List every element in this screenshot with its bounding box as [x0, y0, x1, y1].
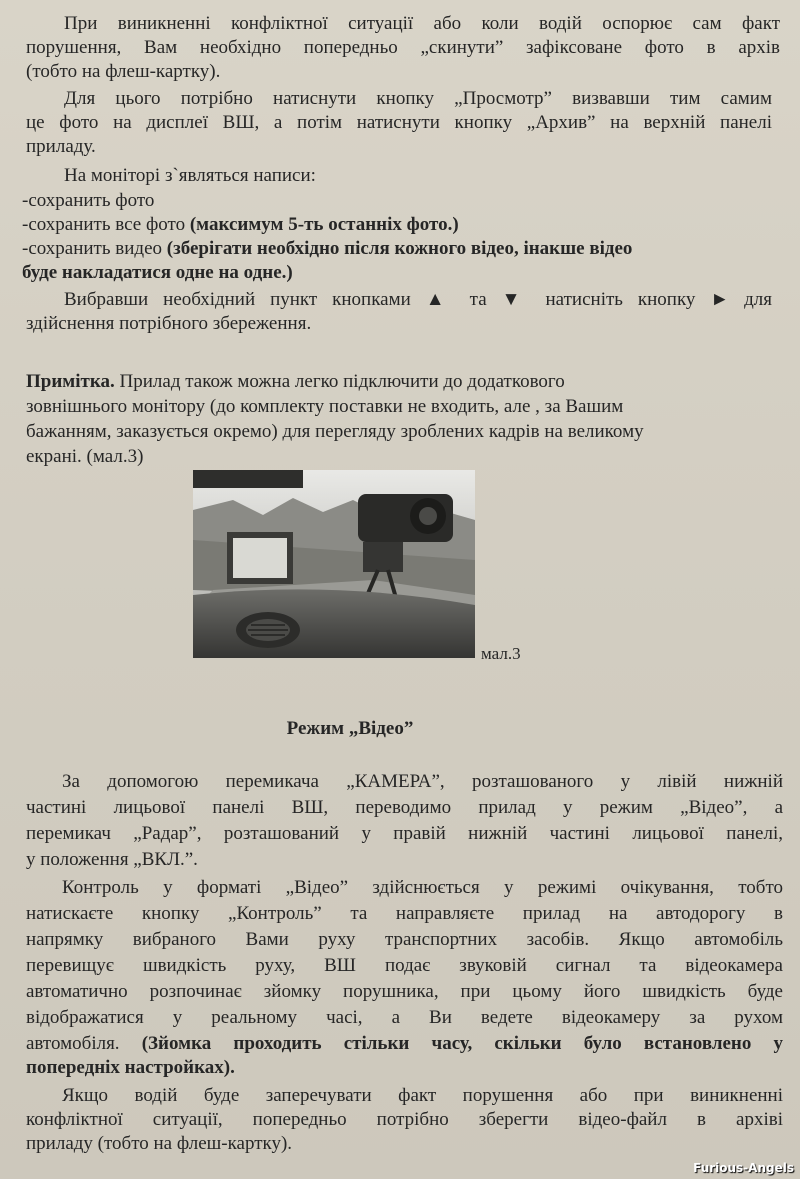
para6-line8-bold: попередніх настройках). [26, 1057, 235, 1078]
figure-photo [193, 470, 475, 658]
para5-line1: За допомогою перемикача „КАМЕРА”, розташованого у лівій нижній [62, 771, 783, 792]
para1-line1: При виникненні конфліктної ситуації або коли водій оспорює сам факт [64, 13, 780, 34]
list-item-2-text: -сохранить все фото [22, 214, 190, 235]
list-item-3-text: -сохранить видео [22, 238, 167, 259]
list-item-3-bold: (зберігати необхідно після кожного відео, інакше відео [166, 238, 633, 259]
para5-line4: у положення „ВКЛ.”. [26, 849, 198, 870]
para6-line6: відображатися у реальному часі, а Ви ведете відеокамеру за рухом [26, 1007, 783, 1028]
note-line2: зовнішнього монітору (до комплекту поставки не входить, але , за Вашим [26, 396, 624, 417]
para2-line3: приладу. [26, 136, 96, 157]
section-title: Режим „Відео” [286, 718, 414, 739]
list-item-3-bold-cont: буде накладатися одне на одне.) [22, 262, 293, 283]
para7-line1: Якщо водій буде заперечувати факт порушення або при виникненні [62, 1085, 783, 1106]
note-line3: бажанням, заказується окремо) для перегляду зроблених кадрів на великому [26, 421, 644, 442]
para7-line3: приладу (тобто на флеш-картку). [26, 1133, 293, 1154]
para6-line8 [26, 1056, 235, 1080]
para4-line1: Вибравши необхідний пункт кнопками ▲ та ▼ натисніть кнопку ► для [64, 289, 772, 310]
para2-line1: Для цього потрібно натиснути кнопку „Просмотр” визвавши тим самим [64, 88, 772, 109]
para6-line4: перевищує швидкість руху, ВШ подає звуковій сигнал та відеокамера [26, 955, 783, 976]
para7-line2: конфліктної ситуації, попередньо потрібно зберегти відео-файл в архіві [26, 1109, 783, 1130]
figure-photo-drawing [193, 470, 475, 658]
para6-line7-text: автомобіля. [26, 1033, 142, 1054]
note-line1 [26, 370, 565, 394]
list-item-1: -сохранить фото [22, 190, 155, 211]
para3-line1: На моніторі з`являться написи: [64, 165, 316, 186]
list-item-3-cont [22, 261, 293, 285]
para4-line2: здійснення потрібного збереження. [26, 313, 312, 334]
para6-line7-bold: (Зйомка проходить стільки часу, скільки було встановлено у [141, 1033, 784, 1054]
watermark: Furious-Angels [693, 1161, 794, 1175]
note-line4: екрані. (мал.3) [26, 446, 144, 467]
para6-line5: автоматично розпочинає зйомку порушника, при цьому його швидкість буде [26, 981, 783, 1002]
para6-line7 [26, 1032, 783, 1056]
para6-line3: напрямку вибраного Вами руху транспортних засобів. Якщо автомобіль [26, 929, 783, 950]
note-label: Примітка. [26, 371, 115, 392]
para1-line2: порушення, Вам необхідно попередньо „скинути” зафіксоване фото в архів [26, 37, 780, 58]
note-text: Прилад також можна легко підключити до додаткового [114, 371, 565, 392]
para2-line2: це фото на дисплеї ВШ, а потім натиснути кнопку „Архив” на верхній панелі [26, 112, 772, 133]
figure-caption: мал.3 [481, 644, 521, 663]
para6-line1: Контроль у форматі „Відео” здійснюється у режимі очікування, тобто [62, 877, 783, 898]
list-item-2-bold: (максимум 5-ть останніх фото.) [189, 214, 459, 235]
list-item-3 [22, 237, 632, 261]
para5-line2: частині лицьової панелі ВШ, переводимо прилад у режим „Відео”, а [26, 797, 783, 818]
list-item-2 [22, 213, 459, 237]
para6-line2: натискаєте кнопку „Контроль” та направляєте прилад на автодорогу в [26, 903, 783, 924]
para5-line3: перемикач „Радар”, розташований у правій нижній частині лицьової панелі, [26, 823, 783, 844]
para1-line3: (тобто на флеш-картку). [26, 61, 221, 82]
